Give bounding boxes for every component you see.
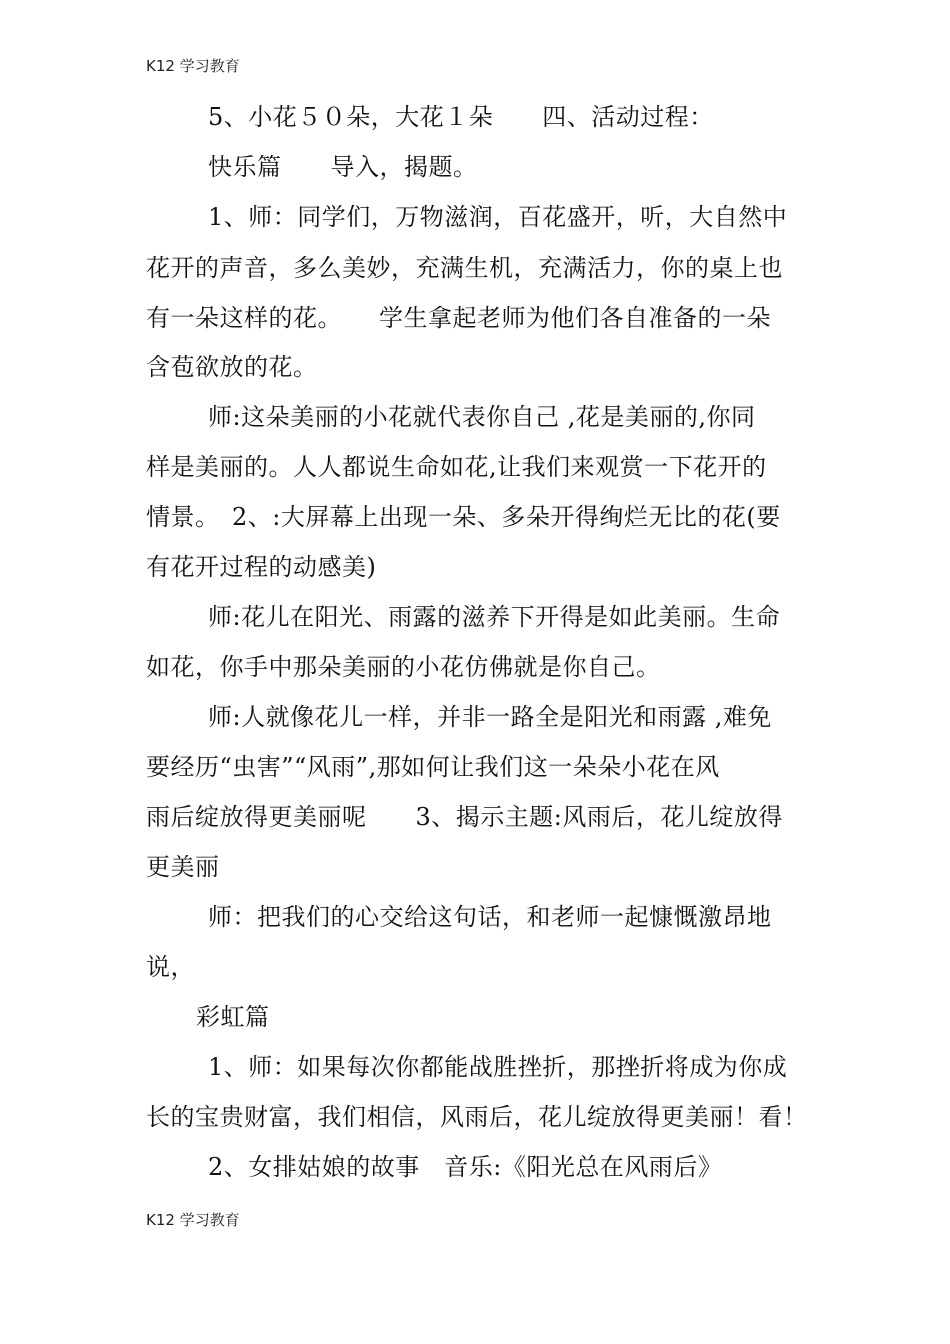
text-line: 更美丽 <box>146 853 220 881</box>
text-line: 雨后绽放得更美丽呢 3、揭示主题:风雨后，花儿绽放得 <box>146 803 783 831</box>
page-header-label: K12 学习教育 <box>146 57 240 75</box>
text-line: 师:这朵美丽的小花就代表你自己 ,花是美丽的,你同 <box>208 403 756 431</box>
text-line: 说， <box>146 953 195 981</box>
text-line: 花开的声音，多么美妙，充满生机，充满活力，你的桌上也 <box>146 254 783 282</box>
text-line: 师:花儿在阳光、雨露的滋养下开得是如此美丽。生命 <box>208 603 781 631</box>
text-line: 样是美丽的。人人都说生命如花,让我们来观赏一下花开的 <box>146 453 767 481</box>
text-line: 快乐篇 导入，揭题。 <box>208 153 478 181</box>
text-line: 2、女排姑娘的故事 音乐:《阳光总在风雨后》 <box>208 1153 723 1181</box>
text-line: 有一朵这样的花。 学生拿起老师为他们各自准备的一朵 <box>146 304 771 332</box>
text-line: 要经历“虫害”“风雨”,那如何让我们这一朵朵小花在风 <box>146 753 720 781</box>
section-heading: 彩虹篇 <box>196 1003 270 1031</box>
text-line: 含苞欲放的花。 <box>146 353 318 381</box>
text-line: 如花，你手中那朵美丽的小花仿佛就是你自己。 <box>146 653 661 681</box>
text-line: 有花开过程的动感美) <box>146 553 377 581</box>
text-line: 1、师：同学们，万物滋润，百花盛开，听，大自然中 <box>208 203 788 231</box>
page-footer-label: K12 学习教育 <box>146 1211 240 1229</box>
text-line: 师：把我们的心交给这句话，和老师一起慷慨激昂地 <box>208 903 772 931</box>
text-line: 长的宝贵财富，我们相信，风雨后，花儿绽放得更美丽！看！ <box>146 1103 808 1131</box>
text-line: 情景。 2、:大屏幕上出现一朵、多朵开得绚烂无比的花(要 <box>146 503 781 531</box>
text-line: 5、小花５０朵，大花１朵 四、活动过程： <box>208 103 714 131</box>
text-line: 1、师：如果每次你都能战胜挫折，那挫折将成为你成 <box>208 1053 788 1081</box>
text-line: 师:人就像花儿一样，并非一路全是阳光和雨露 ,难免 <box>208 703 772 731</box>
